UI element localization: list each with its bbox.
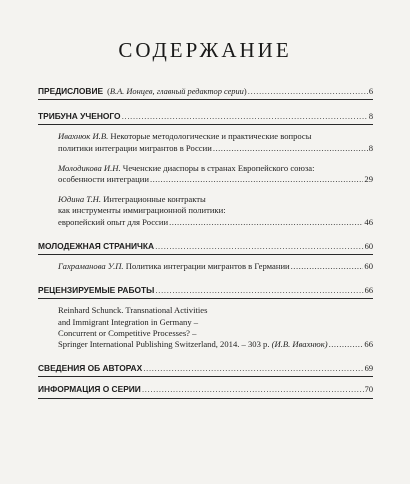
page-number: 70 — [364, 385, 373, 395]
leader-dots — [213, 143, 368, 154]
page-number: 46 — [364, 216, 373, 227]
entry-title: европейский опыт для России — [58, 216, 169, 227]
entry-last-line — [58, 143, 373, 154]
section-label: ТРИБУНА УЧЕНОГО — [38, 111, 121, 122]
leader-dots — [150, 174, 363, 185]
table-of-contents — [38, 86, 373, 396]
entry-title: Springer International Publishing Switzerland, 2014. – 303 p. — [58, 339, 270, 350]
entry-author: Юдина Т.Н. — [58, 194, 102, 205]
note-close: ) — [243, 87, 247, 96]
section-label: ПРЕДИСЛОВИЕ — [38, 86, 104, 96]
leader-dots — [143, 363, 363, 374]
page-number: 66 — [364, 286, 373, 296]
entry-reviewer: (И.В. Ивахнюк) — [271, 339, 328, 350]
toc-section-scholar-tribune — [38, 111, 373, 122]
entry-last-line — [58, 339, 373, 350]
toc-entry — [38, 163, 373, 185]
leader-dots — [291, 261, 364, 272]
entry-title: особенности интеграции — [58, 174, 149, 185]
note-author: В.А. Ионцев, главный редактор серии — [109, 87, 244, 96]
toc-section-youth-page — [38, 241, 373, 252]
page-number: 8 — [368, 112, 373, 122]
leader-dots — [155, 285, 363, 296]
entry-author: Гахраманова У.П. — [58, 261, 124, 272]
leader-dots — [169, 217, 363, 228]
entry-line — [58, 163, 373, 174]
entry-last-line — [58, 217, 373, 228]
page-number: 60 — [364, 241, 373, 251]
note-open: ( — [107, 87, 110, 96]
entry-line — [58, 131, 373, 142]
entry-text — [58, 339, 328, 350]
page-number: 66 — [364, 339, 373, 350]
page-number: 8 — [368, 142, 373, 153]
entry-title: политики интеграции мигрантов в России — [58, 142, 212, 153]
page-number: 60 — [364, 261, 373, 272]
toc-entry — [38, 131, 373, 153]
entry-author: Ивахнюк И.В. — [58, 131, 109, 142]
entry-last-line — [58, 261, 373, 272]
entry-line: Concurrent or Competitive Processes? – — [58, 327, 197, 338]
toc-section-preface — [38, 86, 373, 97]
section-label: СВЕДЕНИЯ ОБ АВТОРАХ — [38, 363, 143, 374]
toc-section-series-info — [38, 384, 373, 395]
leader-dots — [122, 111, 368, 122]
section-label: ИНФОРМАЦИЯ О СЕРИИ — [38, 384, 141, 395]
entry-title: Политика интеграции мигрантов в Германии — [125, 261, 290, 272]
entry-line: Reinhard Schunck. Transnational Activities — [58, 305, 208, 316]
entry-line: and Immigrant Integration in Germany – — [58, 316, 199, 327]
page-number: 29 — [364, 174, 373, 185]
section-label: РЕЦЕНЗИРУЕМЫЕ РАБОТЫ — [38, 285, 155, 296]
entry-author: Молодикова И.Н. — [58, 162, 121, 173]
leader-dots — [142, 384, 364, 395]
entry-title: Чеченские диаспоры в странах Европейского союза: — [122, 162, 315, 173]
leader-dots — [155, 241, 364, 252]
leader-dots — [329, 339, 364, 350]
toc-entry — [38, 194, 373, 228]
entry-title: Интеграционные контракты — [103, 194, 206, 205]
toc-entry — [38, 305, 373, 350]
section-label: МОЛОДЕЖНАЯ СТРАНИЧКА — [38, 240, 155, 251]
page-title: СОДЕРЖАНИЕ — [118, 38, 292, 62]
toc-section-reviewed-works — [38, 285, 373, 296]
page-number: 69 — [364, 364, 373, 374]
entry-text — [58, 261, 290, 272]
toc-entry — [38, 261, 373, 272]
entry-last-line — [58, 174, 373, 185]
page-number: 6 — [368, 87, 373, 96]
entry-line — [58, 194, 373, 205]
entry-line: как инструменты иммиграционной политики: — [58, 205, 226, 216]
section-note — [107, 86, 247, 97]
toc-section-about-authors — [38, 363, 373, 374]
leader-dots — [248, 86, 368, 97]
entry-title: Некоторые методологические и практические вопросы — [110, 131, 312, 142]
